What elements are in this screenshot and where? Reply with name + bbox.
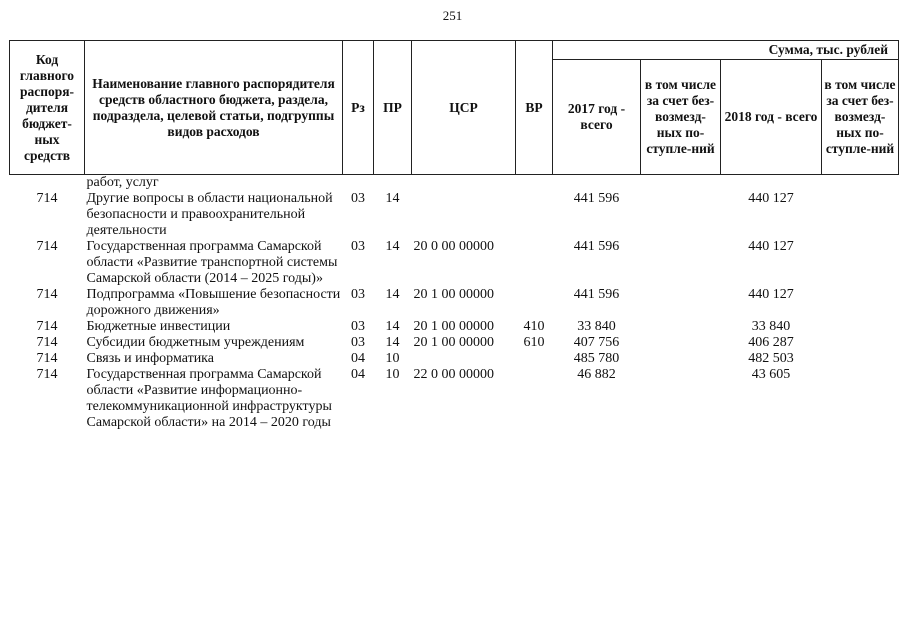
cell-pr: 14: [385, 319, 400, 334]
cell-total-2018: 440 127: [748, 239, 794, 254]
cell-pr: 14: [385, 239, 400, 254]
cell-name: Подпрограмма «Повышение безопасности дорожного движения»: [86, 287, 341, 318]
cell-incl-2018: [822, 239, 899, 287]
cell-code: 714: [36, 287, 58, 302]
cell-vr: [516, 191, 553, 239]
cell-incl-2018: [822, 319, 899, 335]
header-total-2017: 2017 год - всего: [553, 60, 641, 175]
cell-rz: 03: [351, 239, 365, 254]
header-pr: ПР: [374, 41, 412, 175]
table-row: [10, 191, 899, 239]
cell-vr: [516, 287, 553, 319]
cell-pr: [374, 175, 412, 192]
cell-total-2017: 407 756: [573, 335, 620, 350]
table-row: [10, 175, 899, 192]
cell-rz: [343, 175, 374, 192]
cell-rz: 04: [351, 351, 365, 366]
cell-code: [10, 175, 85, 192]
cell-rz: 03: [351, 191, 365, 206]
cell-rz: 04: [351, 367, 365, 382]
cell-incl-2017: [641, 367, 721, 431]
cell-total-2018: 440 127: [748, 287, 794, 302]
cell-name: Субсидии бюджетным учреждениям: [86, 335, 305, 350]
cell-total-2017: 441 596: [573, 239, 620, 254]
table-row: [10, 319, 899, 335]
cell-name: Государственная программа Самарской области «Развитие информационно-телекоммуникационной инфраструктуры Самарской области» на 2014 – 2020 годы: [86, 367, 332, 430]
table-row: [10, 335, 899, 351]
cell-csr: 20 1 00 00000: [413, 335, 494, 350]
cell-incl-2018: [822, 175, 899, 192]
cell-incl-2017: [641, 239, 721, 287]
cell-name: Другие вопросы в области национальной безопасности и правоохранительной деятельности: [86, 191, 333, 238]
cell-total-2018: 482 503: [748, 351, 794, 366]
cell-vr: [516, 239, 553, 287]
cell-total-2018: [721, 175, 822, 192]
budget-table: [9, 40, 899, 431]
cell-csr: 22 0 00 00000: [413, 367, 494, 382]
header-total-2018: 2018 год - всего: [721, 60, 822, 175]
cell-name: работ, услуг: [86, 175, 159, 190]
cell-total-2017: 33 840: [577, 319, 616, 334]
cell-name: Бюджетные инвестиции: [86, 319, 231, 334]
cell-incl-2017: [641, 175, 721, 192]
cell-total-2018: 43 605: [751, 367, 791, 382]
cell-csr: [412, 351, 516, 367]
cell-code: 714: [36, 351, 58, 366]
cell-csr: 20 0 00 00000: [413, 239, 494, 254]
page-number: 251: [442, 8, 463, 23]
table-row: [10, 351, 899, 367]
cell-total-2017: 485 780: [573, 351, 620, 366]
cell-code: 714: [36, 191, 58, 206]
cell-code: 714: [36, 319, 58, 334]
cell-csr: 20 1 00 00000: [413, 287, 494, 302]
cell-csr: [412, 175, 516, 192]
cell-pr: 14: [385, 191, 400, 206]
table-header: [10, 41, 899, 175]
cell-pr: 10: [385, 351, 400, 366]
cell-incl-2018: [822, 351, 899, 367]
header-code: Код главного распоря-дителя бюджет-ных средств: [10, 41, 85, 175]
header-rz: Рз: [343, 41, 374, 175]
header-incl-2018: в том числе за счет без-возмезд-ных по-ступле-ний: [822, 60, 899, 175]
cell-total-2018: 440 127: [748, 191, 794, 206]
cell-pr: 14: [385, 287, 400, 302]
table-body: [10, 175, 899, 432]
cell-incl-2018: [822, 191, 899, 239]
header-vr: ВР: [516, 41, 553, 175]
header-name: Наименование главного распорядителя средств областного бюджета, раздела, подраздела, целевой статьи, подгруппы видов расходов: [85, 41, 343, 175]
cell-vr: [516, 175, 553, 192]
cell-incl-2018: [822, 367, 899, 431]
cell-total-2018: 33 840: [751, 319, 791, 334]
table-row: [10, 367, 899, 431]
cell-total-2017: 441 596: [573, 191, 620, 206]
cell-incl-2017: [641, 319, 721, 335]
cell-vr: [516, 367, 553, 431]
table-row: [10, 287, 899, 319]
cell-total-2017: 46 882: [577, 367, 616, 382]
cell-csr: 20 1 00 00000: [413, 319, 494, 334]
cell-pr: 14: [385, 335, 400, 350]
cell-pr: 10: [385, 367, 400, 382]
cell-total-2017: [553, 175, 641, 192]
cell-incl-2018: [822, 287, 899, 319]
cell-vr: [516, 351, 553, 367]
cell-code: 714: [36, 367, 58, 382]
cell-incl-2017: [641, 335, 721, 351]
cell-rz: 03: [351, 319, 365, 334]
cell-vr: 410: [523, 319, 545, 334]
cell-csr: [412, 191, 516, 239]
cell-total-2017: 441 596: [573, 287, 620, 302]
cell-name: Государственная программа Самарской области «Развитие транспортной системы Самарской области (2014 – 2025 годы)»: [86, 239, 338, 286]
cell-name: Связь и информатика: [86, 351, 214, 366]
cell-rz: 03: [351, 287, 365, 302]
cell-vr: 610: [523, 335, 545, 350]
header-sum-title: Сумма, тыс. рублей: [553, 41, 899, 60]
cell-incl-2017: [641, 351, 721, 367]
cell-incl-2018: [822, 335, 899, 351]
header-csr: ЦСР: [412, 41, 516, 175]
cell-total-2018: 406 287: [748, 335, 794, 350]
cell-code: 714: [36, 239, 58, 254]
header-incl-2017: в том числе за счет без-возмезд-ных по-ступле-ний: [641, 60, 721, 175]
cell-incl-2017: [641, 287, 721, 319]
cell-rz: 03: [351, 335, 365, 350]
cell-code: 714: [36, 335, 58, 350]
cell-incl-2017: [641, 191, 721, 239]
table-row: [10, 239, 899, 287]
